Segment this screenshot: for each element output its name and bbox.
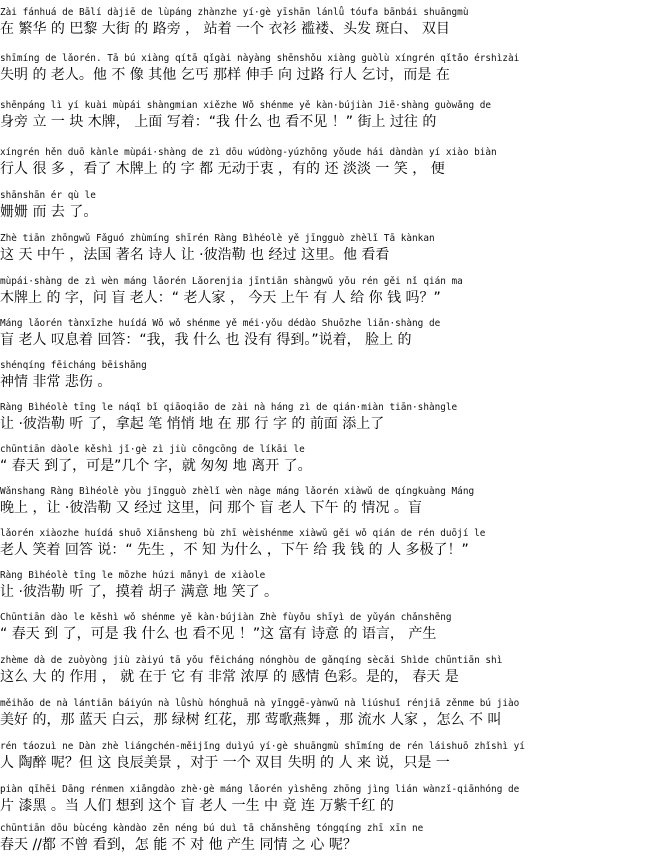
pinyin-line-8: Máng lǎorén tànxīzhe huídá Wǒ wǒ shénme yě méi·yǒu dédào Shuōzhe liǎn·shàng de xyxy=(0,318,441,329)
pinyin-line-3: shēnpáng lì yí kuài mùpái shàngmian xiězhe Wǒ shénme yě kàn·bújiàn Jiē·shàng guòwǎng de xyxy=(0,100,492,111)
pinyin-line-16: zhème dà de zuòyòng jiù zàiyú tā yǒu fēicháng nónghòu de gǎnqíng sècǎi Shìde chūntiān shì xyxy=(0,655,503,666)
pinyin-line-5: shānshān ér qù le xyxy=(0,190,96,201)
hanzi-line-6: 这 天 中午 ，法国 著名 诗人 让 ·彼浩勒 也 经过 这里。他 看看 xyxy=(0,247,390,263)
hanzi-line-11: “ 春天 到了，可是”几个 字，就 匆匆 地 离开 了。 xyxy=(0,458,312,474)
pinyin-line-7: mùpái·shàng de zì wèn máng lǎorén Lǎorenjia jīntiān shàngwǔ yǒu rén gěi nǐ qián ma xyxy=(0,276,463,287)
hanzi-line-9: 神情 非常 悲伤 。 xyxy=(0,374,112,390)
pinyin-line-14: Ràng Bìhéolè tīng le mōzhe húzi mǎnyì de xiàole xyxy=(0,570,266,581)
pinyin-line-17: měihǎo de nà lántiān báiyún nà lǜshù hónghuā nà yīnggē-yànwǔ nà liúshuǐ rénjiā zěnme bú jiào xyxy=(0,698,520,709)
hanzi-line-1: 在 繁华 的 巴黎 大街 的 路旁 ， 站着 一个 衣衫 褴褛、头发 斑白、 双目 xyxy=(0,21,450,37)
hanzi-line-8: 盲 老人 叹息着 回答：“我，我 什么 也 没有 得到。”说着， 脸上 的 xyxy=(0,332,412,348)
pinyin-line-18: rén táozuì ne Dàn zhè liángchén-měijǐng duìyú yí·gè shuāngmù shīmíng de rén láishuō zhǐshì yí xyxy=(0,741,525,752)
pinyin-line-2: shīmíng de lǎorén. Tā bú xiàng qítā qǐgài nàyàng shēnshǒu xiàng guòlù xíngrén qǐtǎo érshìzài xyxy=(0,53,520,64)
pinyin-line-12: Wǎnshang Ràng Bìhéolè yòu jīngguò zhèlǐ wèn nàge máng lǎorén xiàwǔ de qíngkuàng Máng xyxy=(0,486,475,497)
pinyin-line-20: chūntiān dōu bùcéng kàndào zěn néng bú duì tā chǎnshēng tóngqíng zhī xīn ne xyxy=(0,823,424,834)
hanzi-line-14: 让 ·彼浩勒 听 了，摸着 胡子 满意 地 笑了 。 xyxy=(0,584,279,600)
hanzi-line-10: 让 ·彼浩勒 听 了，拿起 笔 悄悄 地 在 那 行 字 的 前面 添上了 xyxy=(0,416,385,432)
pinyin-line-19: piàn qīhēi Dāng rénmen xiǎngdào zhè·gè máng lǎorén yìshēng zhōng jìng lián wànzǐ-qiānhóng de xyxy=(0,784,520,795)
pinyin-line-9: shénqíng fēicháng bēishāng xyxy=(0,360,147,371)
hanzi-line-5: 姗姗 而 去 了。 xyxy=(0,204,98,220)
hanzi-line-3: 身旁 立 一 块 木牌， 上面 写着：“我 什么 也 看不见 ！” 街上 过往 的 xyxy=(0,114,437,130)
hanzi-line-17: 美好 的，那 蓝天 白云，那 绿树 红花，那 莺歌燕舞 ，那 流水 人家 ，怎么 不 叫 xyxy=(0,712,502,728)
hanzi-line-4: 行人 很 多 ，看了 木牌上 的 字 都 无动于衷 ，有的 还 淡淡 一 笑 ， 便 xyxy=(0,161,445,177)
hanzi-line-20: 春天 //都 不曾 看到，怎 能 不 对 他 产生 同情 之 心 呢？ xyxy=(0,837,357,853)
hanzi-line-18: 人 陶醉 呢？但 这 良辰美景 ，对于 一个 双目 失明 的 人 来 说，只是 一 xyxy=(0,755,450,771)
pinyin-line-11: chūntiān dàole kěshì jǐ·gè zì jiù cōngcōng de líkāi le xyxy=(0,444,305,455)
hanzi-line-13: 老人 笑着 回答 说：“ 先生 ，不 知 为什么 ，下午 给 我 钱 的 人 多极了！” xyxy=(0,542,469,558)
hanzi-line-19: 片 漆黑 。当 人们 想到 这个 盲 老人 一生 中 竟 连 万紫千红 的 xyxy=(0,798,394,814)
hanzi-line-12: 晚上 ，让 ·彼浩勒 又 经过 这里，问 那个 盲 老人 下午 的 情况 。盲 xyxy=(0,500,422,516)
pinyin-line-4: xíngrén hěn duō kànle mùpái·shàng de zì dōu wúdòng-yúzhōng yǒude hái dàndàn yí xiào biàn xyxy=(0,147,497,158)
hanzi-line-15: “ 春天 到 了，可是 我 什么 也 看不见 ！”这 富有 诗意 的 语言， 产生 xyxy=(0,626,437,642)
pinyin-line-1: Zài fánhuá de Bālí dàjiē de lùpáng zhànzhe yí·gè yīshān lánlǚ tóufa bānbái shuāngmù xyxy=(0,7,469,18)
pinyin-line-10: Ràng Bìhéolè tīng le náqǐ bǐ qiāoqiāo de zài nà háng zì de qián·miàn tiān·shàngle xyxy=(0,402,458,413)
hanzi-line-16: 这么 大 的 作用 ， 就 在于 它 有 非常 浓厚 的 感情 色彩。是的， 春天 是 xyxy=(0,669,459,685)
hanzi-line-7: 木牌上 的 字，问 盲 老人：“ 老人家 ， 今天 上午 有 人 给 你 钱 吗？” xyxy=(0,290,441,306)
pinyin-line-6: Zhè tiān zhōngwǔ Fǎguó zhùmíng shīrén Ràng Bìhéolè yě jīngguò zhèlǐ Tā kànkan xyxy=(0,233,435,244)
pinyin-line-13: lǎorén xiàozhe huídá shuō Xiānsheng bù zhī wèishénme xiàwǔ gěi wǒ qián de rén duōjí le xyxy=(0,528,486,539)
hanzi-line-2: 失明 的 老人。他 不 像 其他 乞丐 那样 伸手 向 过路 行人 乞讨，而是 在 xyxy=(0,67,450,83)
pinyin-line-15: Chūntiān dào le kěshì wǒ shénme yě kàn·bújiàn Zhè fùyǒu shīyì de yǔyán chǎnshēng xyxy=(0,612,452,623)
